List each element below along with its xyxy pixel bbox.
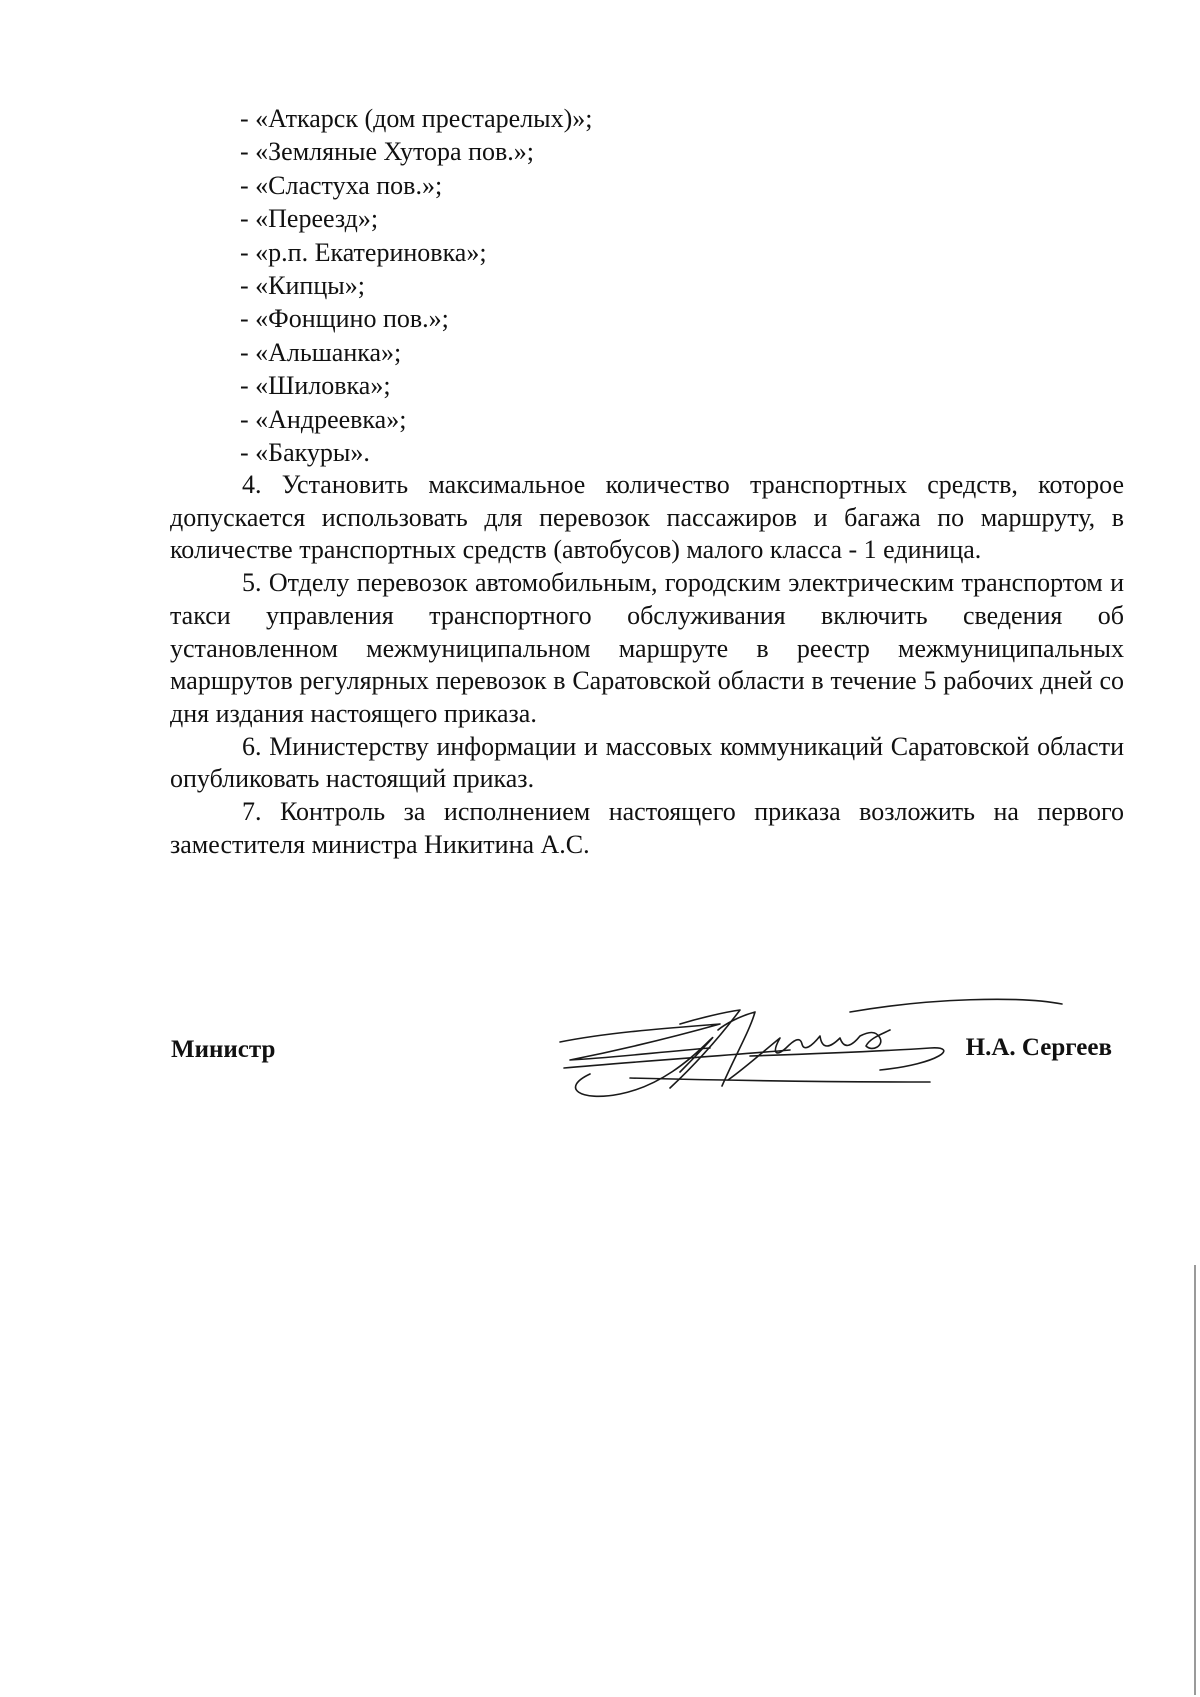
signer-name: Н.А. Сергеев [965, 1034, 1112, 1061]
scan-edge-line [1194, 1265, 1196, 1695]
stop-item: - «Шиловка»; [240, 371, 391, 401]
stop-item: - «Андреевка»; [240, 404, 407, 434]
stop-item: - «Земляные Хутора пов.»; [240, 137, 534, 167]
stop-item: - «Бакуры». [240, 438, 370, 468]
paragraph-5-register-route: 5. Отделу перевозок автомобильным, городским электрическим транспортом и такси управления транспортного обслуживания включить сведения об установленном межмуниципальном маршруте в реестр межмуниципальных маршрутов регулярных перевозок в Саратовской области в течение 5 рабочих дней со дня издания настоящего приказа. [170, 568, 1124, 728]
position-title: Министр [171, 1036, 276, 1063]
stop-item: - «Переезд»; [240, 204, 379, 234]
stop-item: - «р.п. Екатериновка»; [240, 237, 487, 267]
paragraph-7-control: 7. Контроль за исполнением настоящего приказа возложить на первого заместителя министра Никитина А.С. [170, 797, 1124, 859]
stop-item: - «Сластуха пов.»; [240, 170, 443, 200]
stop-item: - «Фонщино пов.»; [240, 304, 449, 334]
paragraph-6-publish-order: 6. Министерству информации и массовых коммуникаций Саратовской области опубликовать настоящий приказ. [170, 731, 1124, 794]
stop-item: - «Аткарск (дом престарелых)»; [240, 104, 593, 133]
stop-item: - «Кипцы»; [240, 271, 365, 301]
handwritten-signature-icon [550, 990, 1070, 1110]
order-paragraphs [170, 469, 1124, 861]
paragraph-4-vehicle-limit: 4. Установить максимальное количество транспортных средств, которое допускается использовать для перевозок пассажиров и багажа по маршруту, в количестве транспортных средств (автобусов) малого класса - 1 единица. [170, 470, 1124, 565]
stop-list [240, 102, 593, 469]
stop-item: - «Альшанка»; [240, 337, 402, 367]
